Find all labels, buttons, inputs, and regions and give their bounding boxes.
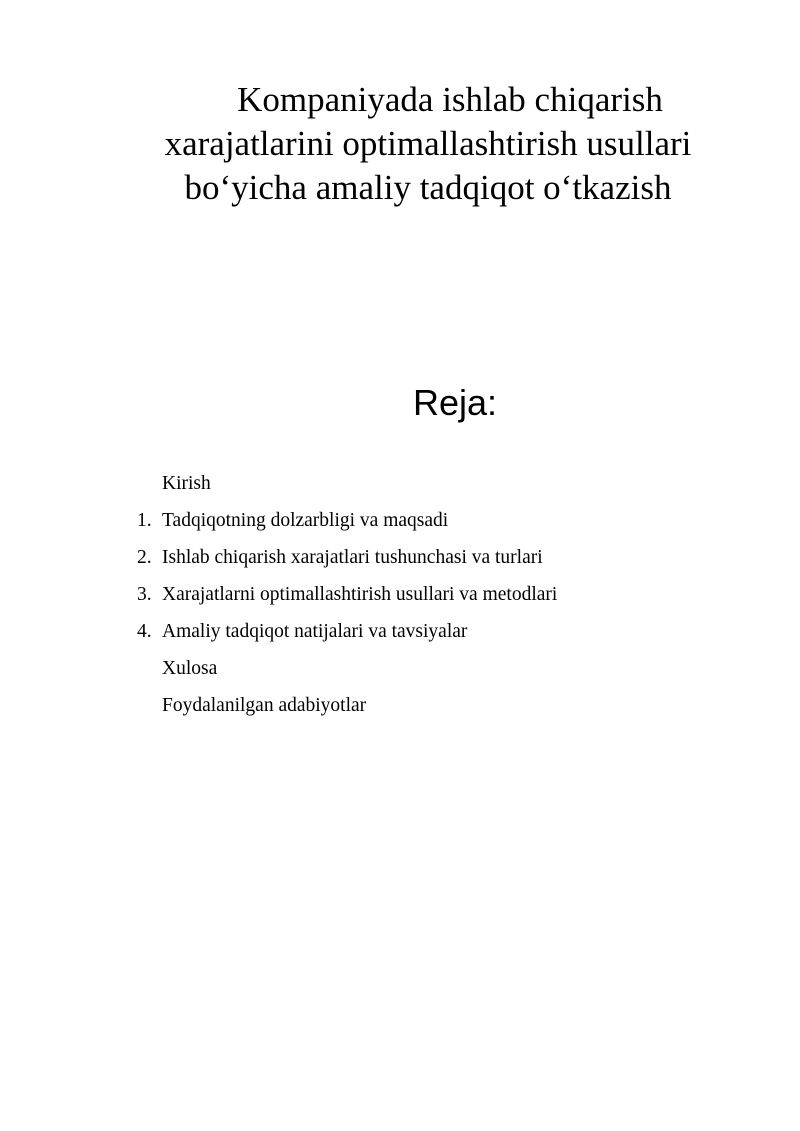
plan-heading: Reja: <box>413 382 498 423</box>
plan-item-text: Xarajatlarni optimallashtirish usullari va metodlari <box>162 584 558 605</box>
plan-item-3 <box>0 576 800 613</box>
document-title <box>120 78 736 210</box>
plan-item-references <box>0 687 800 724</box>
plan-item-text: Foydalanilgan adabiyotlar <box>162 695 367 716</box>
plan-item-number: 4. <box>137 621 152 642</box>
plan-item-conclusion <box>0 650 800 687</box>
plan-item-text: Ishlab chiqarish xarajatlari tushunchasi va turlari <box>162 547 543 568</box>
plan-list <box>0 465 800 724</box>
plan-item-number: 3. <box>137 584 152 605</box>
plan-item-text: Amaliy tadqiqot natijalari va tavsiyalar <box>162 621 468 642</box>
plan-item-2 <box>0 539 800 576</box>
plan-item-introduction <box>0 465 800 502</box>
plan-item-text: Tadqiqotning dolzarbligi va maqsadi <box>162 510 449 531</box>
plan-item-4 <box>0 613 800 650</box>
title-line: xarajatlarini optimallashtirish usullari <box>164 124 692 163</box>
plan-item-text: Kirish <box>162 473 211 494</box>
plan-item-number: 2. <box>137 547 152 568</box>
title-line: bo‘yicha amaliy tadqiqot o‘tkazish <box>184 168 672 207</box>
title-line: Kompaniyada ishlab chiqarish <box>237 80 663 119</box>
plan-item-1 <box>0 502 800 539</box>
plan-item-text: Xulosa <box>162 658 218 679</box>
plan-item-number: 1. <box>137 510 152 531</box>
